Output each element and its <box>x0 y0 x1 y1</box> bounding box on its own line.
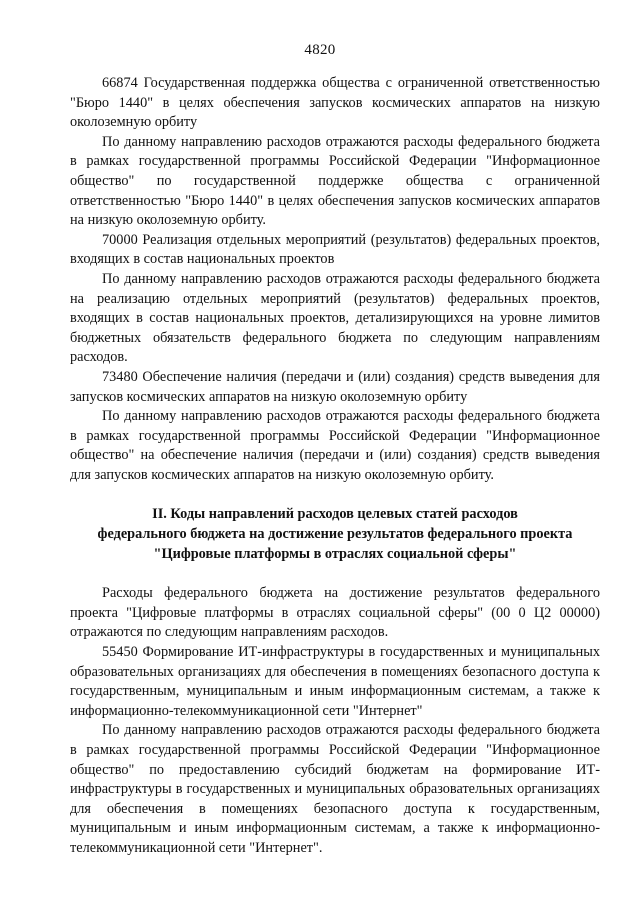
section-heading-line-2: федерального бюджета на достижение результатов федерального проекта <box>97 526 573 543</box>
section-heading <box>70 505 600 564</box>
code-55450-title: 55450 Формирование ИТ-инфраструктуры в государственных и муниципальных образовательных организациях для обеспечения в помещениях безопасного доступа к государственным, муниципальным и иным информационным системам, а также к информационно-телекоммуникационной сети "Интернет" <box>70 644 600 719</box>
code-73480-description: По данному направлению расходов отражаются расходы федерального бюджета в рамках государственной программы Российской Федерации "Информационное общество" на обеспечение наличия (передачи и (или) создания) средств выведения для запусков космических аппаратов на низкую околоземную орбиту. <box>70 408 600 483</box>
code-70000-title: 70000 Реализация отдельных мероприятий (результатов) федеральных проектов, входящих в состав национальных проектов <box>70 231 600 268</box>
code-70000-description: По данному направлению расходов отражаются расходы федерального бюджета на реализацию отдельных мероприятий (результатов) федеральных проектов, входящих в состав национальных проектов, детализирующихся на уровне лимитов бюджетных обязательств федерального бюджета по следующим направлениям расходов. <box>70 270 600 366</box>
page-number: 4820 <box>304 42 336 58</box>
document-body <box>70 74 600 859</box>
section-heading-line-3: "Цифровые платформы в отраслях социальной сферы" <box>153 545 517 562</box>
section-heading-line-1: II. Коды направлений расходов целевых статей расходов <box>152 506 518 523</box>
section-intro: Расходы федерального бюджета на достижение результатов федерального проекта "Цифровые платформы в отраслях социальной сферы" (00 0 Ц2 00000) отражаются по следующим направлениям расходов. <box>70 585 600 641</box>
code-66874-description: По данному направлению расходов отражаются расходы федерального бюджета в рамках государственной программы Российской Федерации "Информационное общество" по государственной поддержке общества с ограниченной ответственностью "Бюро 1440" в целях обеспечения запусков космических аппаратов на низкую околоземную орбиту. <box>70 133 600 229</box>
code-55450-description: По данному направлению расходов отражаются расходы федерального бюджета в рамках государственной программы Российской Федерации "Информационное общество" по предоставлению субсидий бюджетам на формирование ИТ-инфраструктуры в государственных и муниципальных образовательных организациях для обеспечения в помещениях безопасного доступа к государственным, муниципальным и иным информационным системам, а также к информационно-телекоммуникационной сети "Интернет". <box>70 722 600 856</box>
code-73480-title: 73480 Обеспечение наличия (передачи и (или) создания) средств выведения для запусков космических аппаратов на низкую околоземную орбиту <box>70 368 600 405</box>
code-66874-title: 66874 Государственная поддержка общества с ограниченной ответственностью "Бюро 1440" в целях обеспечения запусков космических аппаратов на низкую околоземную орбиту <box>70 75 600 131</box>
